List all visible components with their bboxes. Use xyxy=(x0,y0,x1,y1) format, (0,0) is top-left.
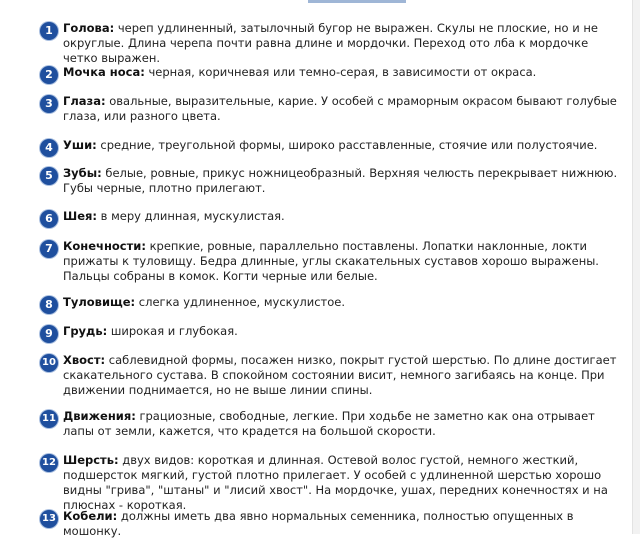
number-badge: 7 xyxy=(40,240,58,258)
item-text xyxy=(63,138,626,153)
item-text xyxy=(63,209,626,224)
scrollbar[interactable] xyxy=(632,0,640,534)
item-term: Конечности: xyxy=(63,239,146,253)
item-description: двух видов: короткая и длинная. Остевой волос густой, немного жесткий, подшерсток мягкий, густой плотно прилегает. У особей с удлиненной шерстью хорошо видны "грива", "штаны" и "лисий хвост". На мордочке, ушах, передних конечностях и на плюснах - короткая. xyxy=(63,453,608,512)
top-tab-indicator xyxy=(308,0,406,3)
item-text xyxy=(63,509,626,539)
number-badge: 5 xyxy=(40,167,58,185)
item-text xyxy=(63,353,626,398)
number-badge: 9 xyxy=(40,325,58,343)
item-text xyxy=(63,21,626,66)
item-description: белые, ровные, прикус ножницеобразный. Верхняя челюсть перекрывает нижнюю. Губы черные, плотно прилегают. xyxy=(63,166,618,195)
number-badge: 6 xyxy=(40,210,58,228)
item-text xyxy=(63,324,626,339)
number-badge: 2 xyxy=(40,66,58,84)
item-term: Глаза: xyxy=(63,94,106,108)
item-term: Шерсть: xyxy=(63,453,119,467)
number-badge: 12 xyxy=(40,454,58,472)
item-term: Грудь: xyxy=(63,324,108,338)
item-description: слегка удлиненное, мускулистое. xyxy=(135,295,346,309)
item-description: в меру длинная, мускулистая. xyxy=(97,209,285,223)
number-badge: 4 xyxy=(40,139,58,157)
item-description: саблевидной формы, посажен низко, покрыт густой шерстью. По длине достигает скакательного сустава. В спокойном состоянии висит, немного загибаясь на конце. При движении поднимается, но не выше линии спины. xyxy=(63,353,617,397)
item-text xyxy=(63,166,626,196)
item-term: Зубы: xyxy=(63,166,102,180)
item-text xyxy=(63,295,626,310)
number-badge: 10 xyxy=(40,354,58,372)
item-description: черная, коричневая или темно-серая, в зависимости от окраса. xyxy=(144,65,537,79)
number-badge: 3 xyxy=(40,95,58,113)
item-term: Шея: xyxy=(63,209,97,223)
item-description: череп удлиненный, затылочный бугор не выражен. Скулы не плоские, но и не округлые. Длина черепа почти равна длине и мордочки. Переход ото лба к мордочке четко выражен. xyxy=(63,21,598,65)
item-term: Туловище: xyxy=(63,295,136,309)
item-text xyxy=(63,94,626,124)
number-badge: 8 xyxy=(40,296,58,314)
item-term: Уши: xyxy=(63,138,97,152)
item-description: должны иметь два явно нормальных семенника, полностью опущенных в мошонку. xyxy=(63,509,574,538)
number-badge: 1 xyxy=(40,22,58,40)
item-term: Движения: xyxy=(63,409,136,423)
item-term: Голова: xyxy=(63,21,115,35)
item-description: средние, треугольной формы, широко расставленные, стоячие или полустоячие. xyxy=(96,138,598,152)
item-term: Мочка носа: xyxy=(63,65,145,79)
item-text xyxy=(63,65,626,80)
item-text xyxy=(63,453,626,513)
item-description: грациозные, свободные, легкие. При ходьбе не заметно как она отрывает лапы от земли, кажется, что крадется на большой скорости. xyxy=(63,409,595,438)
item-description: широкая и глубокая. xyxy=(107,324,238,338)
number-badge: 13 xyxy=(40,510,58,528)
item-description: овальные, выразительные, карие. У особей с мраморным окрасом бывают голубые глаза, или разного цвета. xyxy=(63,94,617,123)
item-term: Кобели: xyxy=(63,509,118,523)
item-text xyxy=(63,239,626,284)
item-text xyxy=(63,409,626,439)
item-description: крепкие, ровные, параллельно поставлены. Лопатки наклонные, локти прижаты к туловищу. Бедра длинные, углы скакательных суставов хорошо выражены. Пальцы собраны в комок. Когти черные или белые. xyxy=(63,239,599,283)
item-term: Хвост: xyxy=(63,353,106,367)
number-badge: 11 xyxy=(40,410,58,428)
